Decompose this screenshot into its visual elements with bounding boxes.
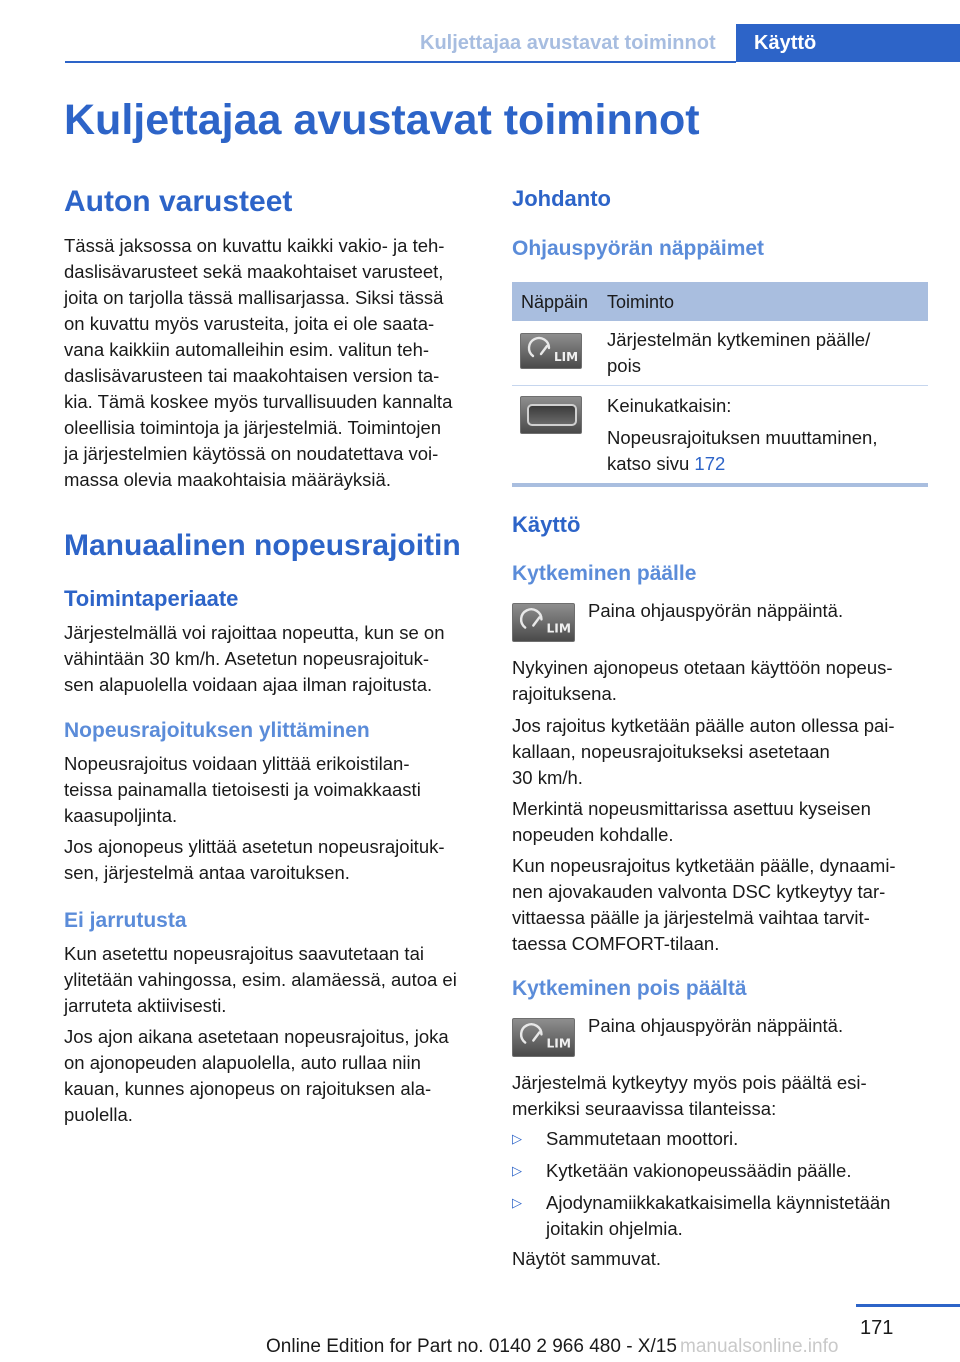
switch-on-press-text: Paina ohjauspyörän näppäintä. (588, 600, 844, 621)
text-line: sen, järjestelmä antaa varoituksen. (64, 862, 350, 883)
watermark: manualsonline.info (680, 1336, 839, 1357)
row1-function (607, 327, 927, 379)
running-header-section: Kuljettajaa avustavat toiminnot (420, 32, 716, 54)
lim-label: LIM (554, 350, 579, 364)
text-line: massa olevia maakohtaisia määräyksiä. (64, 469, 391, 490)
text-line: Järjestelmän kytkeminen päälle/ (607, 329, 871, 350)
see-page-text: katso sivu (607, 453, 690, 474)
text-line: daslisävarusteen tai maakohtaisen version ta‐ (64, 365, 440, 386)
rocker-switch-image (520, 396, 582, 434)
text-line: ylitetään vahingossa, esim. alamäessä, autoa ei (64, 969, 457, 990)
equipment-heading: Auton varusteet (64, 185, 293, 218)
switch-on-paragraph-1 (512, 655, 928, 707)
edition-text: Online Edition for Part no. 0140 2 966 480 - X/15 (266, 1336, 677, 1357)
text-line: joita on tarjolla tässä mallisarjassa. Siksi tässä (64, 287, 444, 308)
rocker-switch-icon (527, 404, 577, 426)
running-header-tab: Käyttö (736, 24, 960, 62)
triangle-bullet-icon: ▷ (512, 1131, 522, 1146)
text-line: oleellisia toimintoja ja järjestelmiä. Toimintojen (64, 417, 442, 438)
limiter-heading: Manuaalinen nopeusrajoitin (64, 529, 461, 562)
switch-off-paragraph-1 (512, 1070, 928, 1122)
no-brake-heading: Ei jarrutusta (64, 909, 187, 932)
text-line: Sammutetaan moottori. (546, 1128, 739, 1149)
text-line: daslisävarusteet sekä maakohtaiset varusteet, (64, 261, 444, 282)
text-line: Ajodynamiikkakatkaisimella käynnistetään (546, 1192, 891, 1213)
triangle-bullet-icon: ▷ (512, 1163, 522, 1178)
text-line: kauan, kunnes ajonopeus on rajoituksen ala‐ (64, 1078, 432, 1099)
switch-off-final: Näytöt sammuvat. (512, 1248, 662, 1269)
text-line: sen alapuolella voidaan ajaa ilman rajoitusta. (64, 674, 433, 695)
text-line: teissa painamalla tietoisesti ja voimakkaasti (64, 779, 421, 800)
table-header-function: Toiminto (607, 292, 675, 312)
header-rule (65, 61, 736, 63)
exceed-paragraph-2 (64, 834, 482, 886)
table-bottom-rule (512, 483, 928, 487)
text-line: kallaan, nopeusrajoitukseksi asetetaan (512, 741, 830, 762)
text-line: Kytketään vakionopeussäädin päälle. (546, 1160, 852, 1181)
text-line: vana kaikkiin automalleihin esim. valitun teh‐ (64, 339, 430, 360)
footer-rule (856, 1304, 960, 1307)
page-number: 171 (860, 1317, 894, 1339)
table-header (512, 282, 928, 321)
text-line: ja järjestelmien käytössä on noudatettava voi‐ (64, 443, 439, 464)
text-line: jarruteta aktiivisesti. (64, 995, 227, 1016)
switch-on-heading: Kytkeminen päälle (512, 562, 697, 585)
text-line: taessa COMFORT-tilaan. (512, 933, 720, 954)
text-line: Nopeusrajoituksen muuttaminen, (607, 427, 878, 448)
equipment-paragraph (64, 233, 482, 493)
text-line: Järjestelmällä voi rajoittaa nopeutta, kun se on (64, 622, 445, 643)
text-line: rajoituksena. (512, 683, 617, 704)
text-line: nopeuden kohdalle. (512, 824, 674, 845)
text-line: Merkintä nopeusmittarissa asettuu kyseisen (512, 798, 871, 819)
steering-buttons-heading: Ohjauspyörän näppäimet (512, 237, 765, 260)
text-line: kaasupoljinta. (64, 805, 178, 826)
lim-label: LIM (546, 621, 571, 636)
text-line (607, 451, 927, 477)
lim-button-image (512, 1018, 575, 1057)
triangle-bullet-icon: ▷ (512, 1195, 522, 1210)
page-link[interactable]: 172 (694, 453, 726, 474)
lim-button-image (512, 603, 575, 642)
text-line: merkiksi seuraavissa tilanteissa: (512, 1098, 777, 1119)
no-brake-paragraph-2 (64, 1024, 482, 1128)
table-row-separator (512, 385, 928, 386)
switch-off-press-text: Paina ohjauspyörän näppäintä. (588, 1015, 844, 1036)
text-line: on ajonopeuden alapuolella, auto rullaa niin (64, 1052, 421, 1073)
lim-gauge-icon (513, 1019, 576, 1058)
text-line: Jos ajonopeus ylittää asetetun nopeusrajoituk‐ (64, 836, 445, 857)
text-line: on kuvattu myös varusteita, joita ei ole saata‐ (64, 313, 435, 334)
text-line: vähintään 30 km/h. Asetetun nopeusrajoituk‐ (64, 648, 430, 669)
text-line: pois (607, 355, 641, 376)
text-line: Kun asetettu nopeusrajoitus saavutetaan tai (64, 943, 424, 964)
text-line: 30 km/h. (512, 767, 583, 788)
text-line: Järjestelmä kytkeytyy myös pois päältä esi‐ (512, 1072, 867, 1093)
lim-gauge-icon (521, 334, 583, 370)
row2-function (607, 425, 927, 477)
text-line: kia. Tämä koskee myös turvallisuuden kannalta (64, 391, 453, 412)
page-title: Kuljettajaa avustavat toiminnot (64, 96, 700, 144)
switch-off-heading: Kytkeminen pois päältä (512, 977, 747, 1000)
text-line: Tässä jaksossa on kuvattu kaikki vakio- ja teh‐ (64, 235, 445, 256)
lim-label: LIM (546, 1036, 571, 1051)
switch-on-paragraph-2 (512, 713, 928, 791)
lim-gauge-icon (513, 604, 576, 643)
text-line: nen ajovakauden valvonta DSC kytkeytyy tar‐ (512, 881, 886, 902)
text-line: joitakin ohjelmia. (546, 1218, 683, 1239)
use-heading: Käyttö (512, 512, 581, 537)
exceed-paragraph-1 (64, 751, 482, 829)
lim-button-image (520, 333, 582, 369)
table-header-button: Näppäin (521, 292, 589, 312)
row2-function-title: Keinukatkaisin: (607, 395, 732, 416)
principle-paragraph (64, 620, 482, 698)
text-line: puolella. (64, 1104, 133, 1125)
text-line: Jos ajon aikana asetetaan nopeusrajoitus, joka (64, 1026, 449, 1047)
intro-heading: Johdanto (512, 186, 611, 211)
switch-on-paragraph-3 (512, 796, 928, 848)
text-line: Nykyinen ajonopeus otetaan käyttöön nopeus‐ (512, 657, 893, 678)
no-brake-paragraph-1 (64, 941, 482, 1019)
text-line: vittaessa päälle ja järjestelmä vaihtaa tarvit‐ (512, 907, 870, 928)
text-line: Kun nopeusrajoitus kytketään päälle, dynaami‐ (512, 855, 896, 876)
switch-on-paragraph-4 (512, 853, 928, 957)
principle-heading: Toimintaperiaate (64, 586, 239, 611)
text-line: Nopeusrajoitus voidaan ylittää erikoistilan‐ (64, 753, 410, 774)
exceed-heading: Nopeusrajoituksen ylittäminen (64, 719, 370, 742)
text-line: Jos rajoitus kytketään päälle auton ollessa pai‐ (512, 715, 895, 736)
